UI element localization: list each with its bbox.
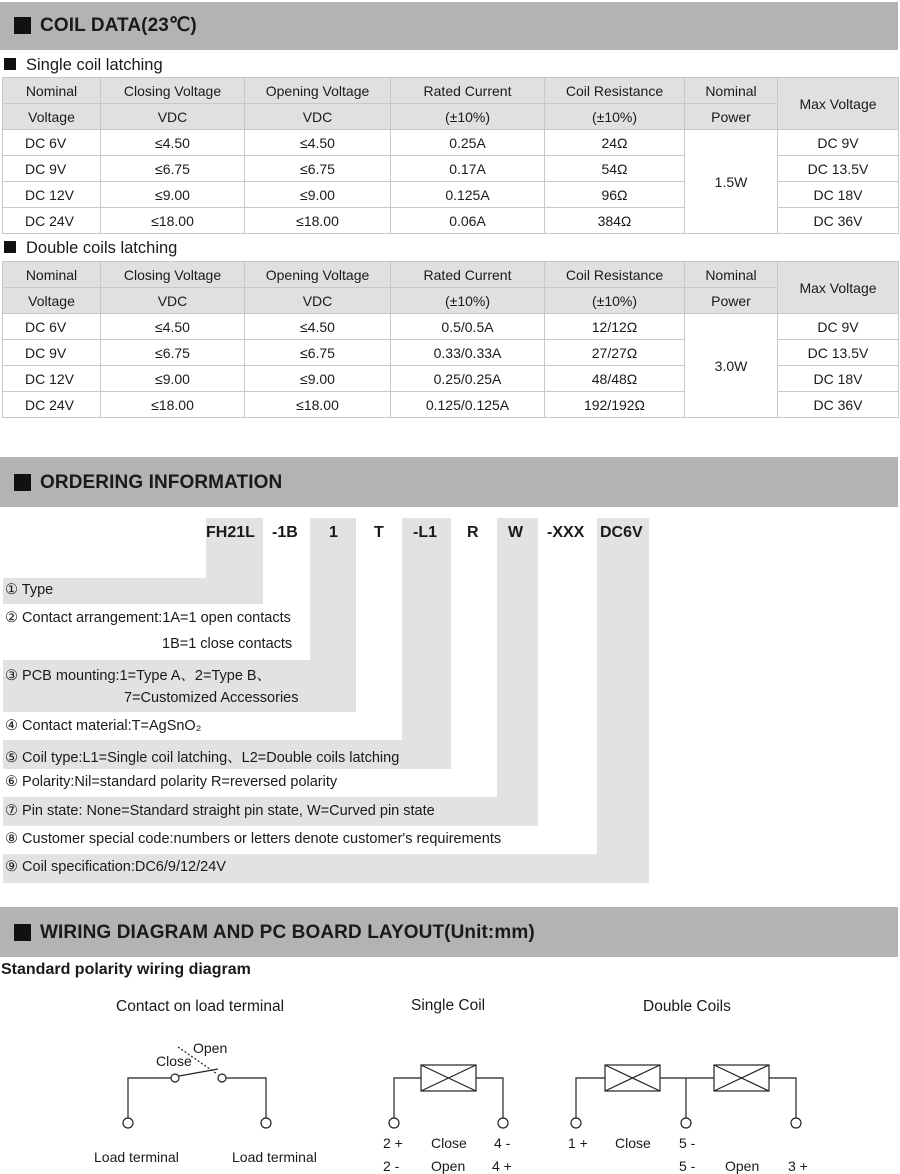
table-cell: DC 12V (3, 182, 101, 208)
section-title: COIL DATA(23℃) (40, 15, 197, 36)
contact-title: Contact on load terminal (116, 998, 285, 1015)
header-cell: (±10%) (545, 104, 685, 130)
code-model: FH21L (206, 524, 255, 541)
header-cell: VDC (101, 104, 245, 130)
table-cell: DC 9V (3, 340, 101, 366)
table-cell: 27/27Ω (545, 340, 685, 366)
section-title: ORDERING INFORMATION (40, 472, 283, 493)
header-cell: Max Voltage (778, 262, 899, 314)
table-cell: ≤18.00 (245, 392, 391, 418)
table-cell: 54Ω (545, 156, 685, 182)
load-terminal-left: Load terminal (94, 1149, 179, 1165)
header-cell: Rated Current (391, 262, 545, 288)
open-label: Open (431, 1158, 466, 1174)
terminal-circle (571, 1118, 581, 1128)
pin-label: 2 - (383, 1158, 400, 1174)
header-cell: Voltage (3, 104, 101, 130)
table-cell: 0.125/0.125A (391, 392, 545, 418)
double-wire-left (576, 1078, 605, 1118)
table-cell: DC 12V (3, 366, 101, 392)
header-cell: (±10%) (391, 288, 545, 314)
table-cell: DC 36V (778, 208, 899, 234)
close-label: Close (156, 1053, 192, 1069)
header-cell: Power (685, 288, 778, 314)
header-cell: Opening Voltage (245, 78, 391, 104)
header-cell: Nominal (685, 78, 778, 104)
header-cell: Closing Voltage (101, 262, 245, 288)
table-cell: 96Ω (545, 182, 685, 208)
code-pin-state: W (508, 524, 524, 541)
order-item: ⑤ Coil type:L1=Single coil latching、L2=Double coils latching (5, 750, 400, 766)
table-cell: DC 6V (3, 314, 101, 340)
single-wire-left (394, 1078, 421, 1118)
order-item: ⑨ Coil specification:DC6/9/12/24V (5, 859, 226, 875)
header-cell: (±10%) (545, 288, 685, 314)
table-cell: DC 36V (778, 392, 899, 418)
table-cell: ≤4.50 (101, 314, 245, 340)
table-cell: ≤18.00 (101, 208, 245, 234)
header-cell: Opening Voltage (245, 262, 391, 288)
table-cell: ≤6.75 (245, 156, 391, 182)
table-cell: DC 6V (3, 130, 101, 156)
double-wire-right (769, 1078, 796, 1118)
table-cell: DC 9V (3, 156, 101, 182)
table-cell: 192/192Ω (545, 392, 685, 418)
header-cell: (±10%) (391, 104, 545, 130)
pin-label: 5 - (679, 1158, 696, 1174)
table-cell: ≤18.00 (101, 392, 245, 418)
header-cell: Nominal (3, 78, 101, 104)
table-cell: ≤18.00 (245, 208, 391, 234)
contact-wire-left (128, 1078, 172, 1118)
code-coil-type: -L1 (413, 524, 437, 541)
terminal-circle (261, 1118, 271, 1128)
code-contact: -1B (272, 524, 298, 541)
close-label: Close (431, 1135, 467, 1151)
table-cell: DC 18V (778, 182, 899, 208)
terminal-circle (389, 1118, 399, 1128)
header-cell: VDC (245, 104, 391, 130)
table-cell: ≤4.50 (245, 314, 391, 340)
header-cell: Nominal (3, 262, 101, 288)
code-polarity: R (467, 524, 479, 541)
order-item: ④ Contact material:T=AgSnO₂ (5, 718, 202, 734)
table-cell: 0.33/0.33A (391, 340, 545, 366)
pin-label: 3 + (788, 1158, 808, 1174)
pin-label: 4 - (494, 1135, 511, 1151)
table-cell: 24Ω (545, 130, 685, 156)
code-pcb: 1 (329, 524, 338, 541)
contact-node (171, 1074, 179, 1082)
pin-label: 1 + (568, 1135, 588, 1151)
pin-label: 4 + (492, 1158, 512, 1174)
table-cell: DC 18V (778, 366, 899, 392)
table-cell: 0.06A (391, 208, 545, 234)
table-cell: DC 24V (3, 208, 101, 234)
order-item: ③ PCB mounting:1=Type A、2=Type B、 (5, 668, 272, 684)
order-item: ② Contact arrangement:1A=1 open contacts (5, 610, 291, 626)
order-item: 1B=1 close contacts (162, 636, 293, 652)
header-cell: VDC (245, 288, 391, 314)
table-cell: ≤6.75 (245, 340, 391, 366)
table-cell: DC 9V (778, 130, 899, 156)
table-cell: ≤6.75 (101, 156, 245, 182)
table-cell: 48/48Ω (545, 366, 685, 392)
terminal-circle (123, 1118, 133, 1128)
code-coil-spec: DC6V (600, 524, 643, 541)
table-cell: 0.125A (391, 182, 545, 208)
header-cell: Power (685, 104, 778, 130)
power-cell: 3.0W (685, 314, 778, 418)
open-label: Open (725, 1158, 760, 1174)
table-cell: 0.25/0.25A (391, 366, 545, 392)
table-cell: ≤9.00 (101, 366, 245, 392)
table-cell: ≤4.50 (101, 130, 245, 156)
table-cell: 384Ω (545, 208, 685, 234)
contact-node (218, 1074, 226, 1082)
open-label: Open (193, 1040, 228, 1056)
single-coil-subtitle: Single coil latching (4, 56, 163, 75)
terminal-circle (681, 1118, 691, 1128)
header-cell: Coil Resistance (545, 262, 685, 288)
load-terminal-right: Load terminal (232, 1149, 317, 1165)
table-cell: DC 13.5V (778, 156, 899, 182)
table-cell: ≤6.75 (101, 340, 245, 366)
section-title: WIRING DIAGRAM AND PC BOARD LAYOUT(Unit:mm) (40, 922, 535, 943)
order-item: ⑦ Pin state: None=Standard straight pin state, W=Curved pin state (5, 803, 435, 819)
table-cell: ≤9.00 (245, 182, 391, 208)
table-cell: ≤9.00 (101, 182, 245, 208)
terminal-circle (498, 1118, 508, 1128)
terminal-circle (791, 1118, 801, 1128)
table-cell: DC 9V (778, 314, 899, 340)
header-cell: Coil Resistance (545, 78, 685, 104)
order-item: ① Type (5, 582, 54, 598)
header-cell: VDC (101, 288, 245, 314)
order-item: ⑥ Polarity:Nil=standard polarity R=reversed polarity (5, 774, 338, 790)
table-cell: 12/12Ω (545, 314, 685, 340)
table-cell: DC 24V (3, 392, 101, 418)
table-cell: ≤4.50 (245, 130, 391, 156)
code-customer: -XXX (547, 524, 585, 541)
order-item: ⑧ Customer special code:numbers or letters denote customer's requirements (5, 831, 502, 847)
table-cell: 0.25A (391, 130, 545, 156)
table-cell: 0.17A (391, 156, 545, 182)
table-cell: ≤9.00 (245, 366, 391, 392)
double-coil-subtitle: Double coils latching (4, 239, 177, 258)
single-wire-right (476, 1078, 503, 1118)
single-coil-title: Single Coil (411, 997, 486, 1014)
header-cell: Voltage (3, 288, 101, 314)
pin-label: 5 - (679, 1135, 696, 1151)
double-coil-title: Double Coils (643, 998, 731, 1015)
header-cell: Nominal (685, 262, 778, 288)
header-cell: Rated Current (391, 78, 545, 104)
power-cell: 1.5W (685, 130, 778, 234)
contact-wire-right (226, 1078, 266, 1118)
wiring-subtitle: Standard polarity wiring diagram (1, 961, 251, 978)
order-item: 7=Customized Accessories (124, 690, 299, 706)
close-label: Close (615, 1135, 651, 1151)
table-cell: DC 13.5V (778, 340, 899, 366)
table-cell: 0.5/0.5A (391, 314, 545, 340)
code-material: T (374, 524, 384, 541)
header-cell: Max Voltage (778, 78, 899, 130)
header-cell: Closing Voltage (101, 78, 245, 104)
pin-label: 2 + (383, 1135, 403, 1151)
